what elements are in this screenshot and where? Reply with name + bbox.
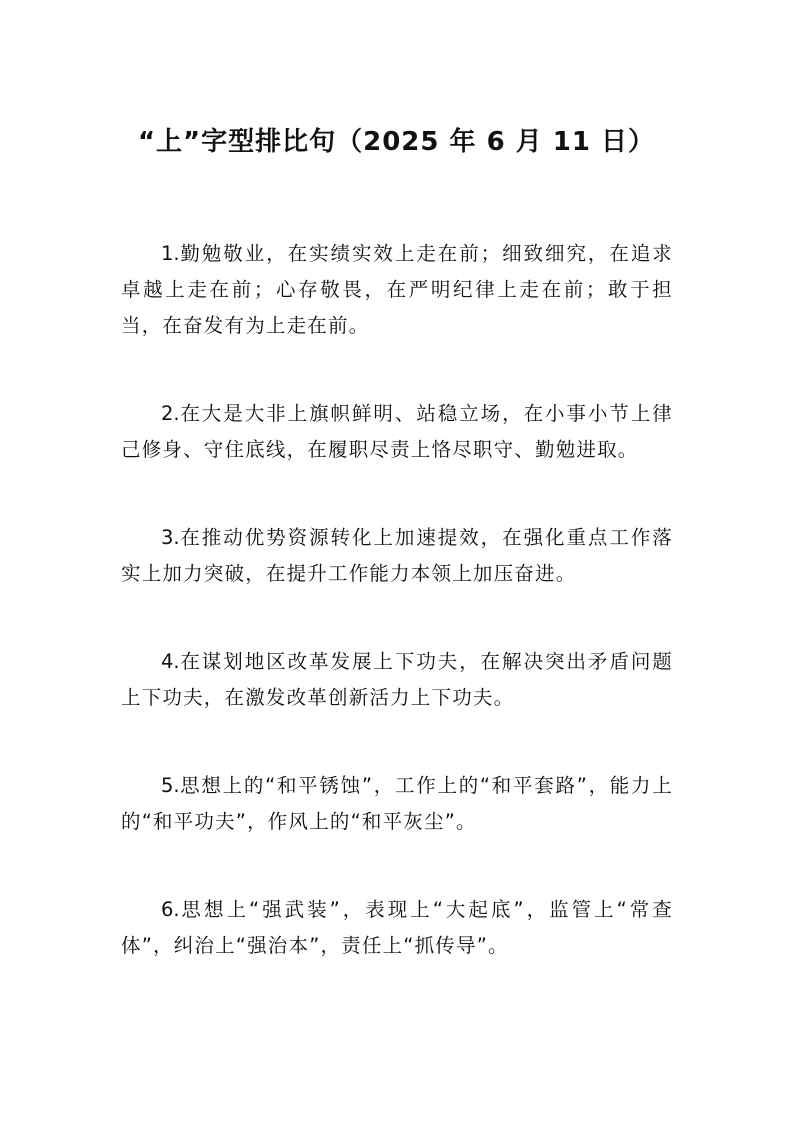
paragraph-number: 3. — [161, 526, 180, 549]
paragraph-text: 在推动优势资源转化上加速提效，在强化重点工作落实上加力突破，在提升工作能力本领上加压奋进。 — [121, 526, 673, 585]
paragraph-text: 思想上的“和平锈蚀”，工作上的“和平套路”，能力上的“和平功夫”，作风上的“和平灰尘”。 — [121, 774, 673, 833]
paragraph-number: 6. — [161, 898, 180, 921]
paragraph-number: 2. — [161, 402, 180, 425]
paragraph-text: 思想上“强武装”，表现上“大起底”，监管上“常查体”，纠治上“强治本”，责任上“抓传导”。 — [121, 898, 673, 957]
paragraph-6 — [121, 892, 673, 964]
paragraph-text: 在谋划地区改革发展上下功夫，在解决突出矛盾问题上下功夫，在激发改革创新活力上下功夫。 — [121, 650, 673, 709]
document-title: “上”字型排比句（2025 年 6 月 11 日） — [137, 127, 656, 157]
paragraph-1 — [121, 236, 673, 344]
paragraph-3 — [121, 520, 673, 592]
paragraph-number: 5. — [161, 774, 180, 797]
document-body — [121, 236, 673, 1016]
paragraph-text: 在大是大非上旗帜鲜明、站稳立场，在小事小节上律己修身、守住底线，在履职尽责上恪尽职守、勤勉进取。 — [121, 402, 673, 461]
paragraph-5 — [121, 768, 673, 840]
paragraph-4 — [121, 644, 673, 716]
paragraph-number: 4. — [161, 650, 180, 673]
paragraph-number: 1. — [161, 242, 180, 265]
paragraph-text: 勤勉敬业，在实绩实效上走在前；细致细究，在追求卓越上走在前；心存敬畏，在严明纪律上走在前；敢于担当，在奋发有为上走在前。 — [121, 242, 673, 337]
paragraph-2 — [121, 396, 673, 468]
